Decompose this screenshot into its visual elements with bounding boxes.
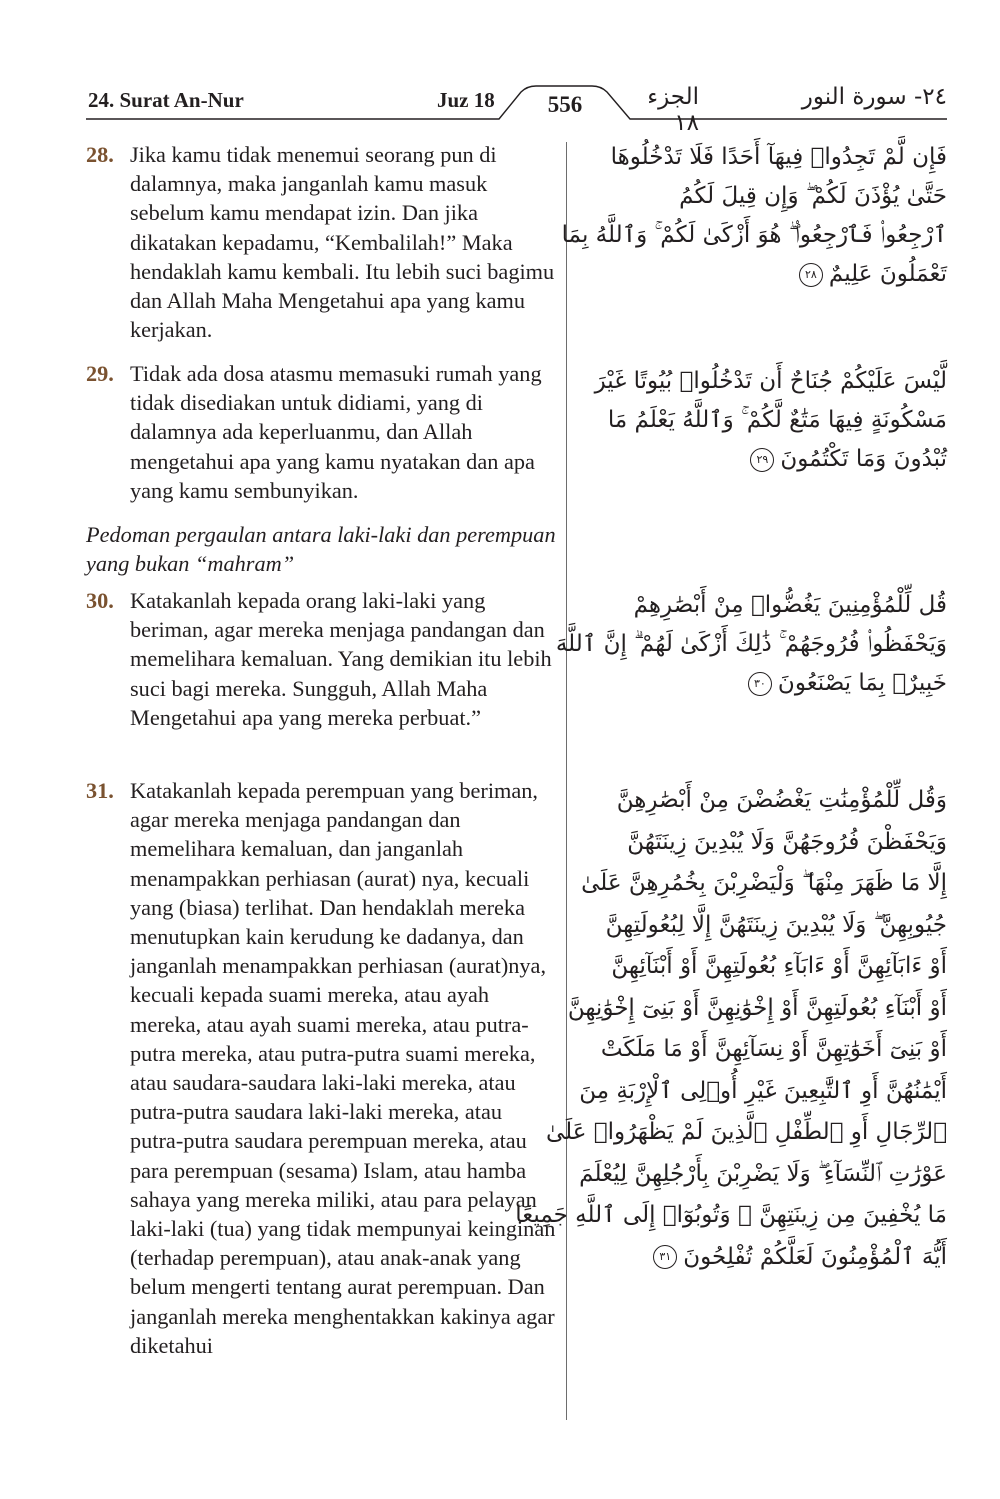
ayah-end-marker: ٣٠ (748, 672, 772, 696)
arabic-line: أَوْ بَنِىٓ أَخَوَٰتِهِنَّ أَوْ نِسَآئِهِنَّ أَوْ مَا مَلَكَتْ (600, 1036, 947, 1062)
page-number: 556 (547, 92, 583, 117)
juz-label-arabic: الجزء ١٨ (647, 84, 699, 136)
translation-verse-31 (86, 776, 556, 1360)
ayah-end-marker: ٢٩ (750, 448, 774, 472)
translation-verse-28 (86, 140, 556, 344)
arabic-line: جُيُوبِهِنَّ ۖ وَلَا يُبْدِينَ زِينَتَهُنَّ إِلَّا لِبُعُولَتِهِنَّ (605, 911, 947, 938)
arabic-line: فَإِن لَّمْ تَجِدُوا۟ فِيهَآ أَحَدًا فَلَا تَدْخُلُوهَا (610, 144, 947, 170)
verse-number: 29. (86, 361, 114, 386)
arabic-verse-31 (515, 780, 947, 1278)
arabic-line: أَوْ أَبْنَآءِ بُعُولَتِهِنَّ أَوْ إِخْوَٰنِهِنَّ أَوْ بَنِىٓ إِخْوَٰنِهِنَّ (567, 994, 947, 1021)
arabic-line (590, 255, 947, 294)
arabic-line-text: أَيُّهَ ٱلْمُؤْمِنُونَ لَعَلَّكُمْ تُفْلِحُونَ (683, 1243, 947, 1270)
ayah-end-marker: ٣١ (653, 1245, 677, 1269)
arabic-line: إِلَّا مَا ظَهَرَ مِنْهَا ۖ وَلْيَضْرِبْنَ بِخُمُرِهِنَّ عَلَىٰ (581, 870, 947, 896)
section-heading: Pedoman pergaulan antara laki-laki dan perempuan yang bukan “mahram” (86, 522, 556, 577)
verse-number: 31. (86, 778, 114, 803)
arabic-line (590, 664, 947, 703)
verse-number: 30. (86, 588, 114, 613)
verse-text: Katakanlah kepada orang laki-laki yang beriman, agar mereka menjaga pandangan dan memelihara kemaluan. Yang demikian itu lebih suci bagi mereka. Sungguh, Allah Maha Mengetahui apa yang mereka perbuat.” (130, 588, 552, 730)
arabic-line: أَوْ ءَابَآئِهِنَّ أَوْ ءَابَآءِ بُعُولَتِهِنَّ أَوْ أَبْنَآئِهِنَّ (611, 953, 947, 979)
verse-text: Jika kamu tidak menemui seorang pun di dalamnya, maka janganlah kamu masuk sebelum kamu mendapat izin. Dan jika dikatakan kepadamu, “Kembalilah!” Maka hendaklah kamu kembali. Itu lebih suci bagimu dan Allah Maha Mengetahui apa yang kamu kerjakan. (130, 142, 555, 343)
arabic-line: حَتَّىٰ يُؤْذَنَ لَكُمْ ۖ وَإِن قِيلَ لَكُمُ (679, 183, 947, 209)
juz-label-latin: Juz 18 (437, 88, 495, 112)
arabic-line: أَيْمَٰنُهُنَّ أَوِ ٱلتَّٰبِعِينَ غَيْرِ أُو۟لِى ٱلْإِرْبَةِ مِنَ (579, 1077, 947, 1104)
arabic-verse-30 (555, 586, 947, 703)
arabic-line: لَّيْسَ عَلَيْكُمْ جُنَاحٌ أَن تَدْخُلُوا۟ بُيُوتًا غَيْرَ (594, 368, 947, 394)
translation-verse-30 (86, 586, 556, 732)
arabic-line: عَوْرَٰتِ ٱلنِّسَآءِ ۖ وَلَا يَضْرِبْنَ بِأَرْجُلِهِنَّ لِيُعْلَمَ (579, 1160, 947, 1187)
translation-verse-29 (86, 359, 556, 505)
header-rule (0, 0, 1000, 130)
arabic-line: وَيَحْفَظُوا۟ فُرُوجَهُمْ ۚ ذَٰلِكَ أَزْكَىٰ لَهُمْ ۗ إِنَّ ٱللَّهَ (555, 631, 947, 657)
arabic-line-text: تُبْدُونَ وَمَا تَكْتُمُونَ (780, 446, 947, 472)
verse-number: 28. (86, 142, 114, 167)
ayah-end-marker: ٢٨ (799, 263, 823, 287)
surah-title-latin: 24. Surat An-Nur (88, 88, 244, 112)
surah-title-arabic: ٢٤- سورة النور (801, 84, 947, 110)
arabic-line: ٱلرِّجَالِ أَوِ ٱلطِّفْلِ ٱلَّذِينَ لَمْ يَظْهَرُوا۟ عَلَىٰ (545, 1119, 947, 1145)
arabic-line (590, 440, 947, 479)
arabic-line: وَيَحْفَظْنَ فُرُوجَهُنَّ وَلَا يُبْدِينَ زِينَتَهُنَّ (627, 828, 947, 855)
arabic-line: ٱرْجِعُوا۟ فَٱرْجِعُوا۟ ۖ هُوَ أَزْكَىٰ لَكُمْ ۚ وَٱللَّهُ بِمَا (561, 222, 947, 248)
arabic-verse-28 (561, 138, 947, 294)
arabic-verse-29 (590, 362, 947, 479)
arabic-line: مَا يُخْفِينَ مِن زِينَتِهِنَّ ۚ وَتُوبُوٓا۟ إِلَى ٱللَّهِ جَمِيعًا (515, 1202, 947, 1228)
arabic-line (590, 1237, 947, 1279)
arabic-line-text: تَعْمَلُونَ عَلِيمٌ (828, 261, 947, 287)
arabic-line: وَقُل لِّلْمُؤْمِنَٰتِ يَغْضُضْنَ مِنْ أَبْصَٰرِهِنَّ (616, 787, 947, 813)
arabic-line: مَسْكُونَةٍ فِيهَا مَتَٰعٌ لَّكُمْ ۚ وَٱللَّهُ يَعْلَمُ مَا (607, 407, 947, 433)
verse-text: Katakanlah kepada perempuan yang beriman, agar mereka menjaga pandangan dan memelihara kemaluan, dan janganlah menampakkan perhiasan (aurat) nya, kecuali yang (biasa) terlihat. Dan hendaklah mereka menutupkan kain kerudung ke dadanya, dan janganlah menampakkan perhiasan (aurat)nya, kecuali kepada suami mereka, atau ayah mereka, atau ayah suami mereka, atau putra-putra mereka, atau putra-putra suami mereka, atau saudara-saudara laki-laki mereka, atau putra-putra saudara laki-laki mereka, atau putra-putra saudara perempuan mereka, atau para perempuan (sesama) Islam, atau hamba sahaya yang mereka miliki, atau para pelayan laki-laki (tua) yang tidak mempunyai keinginan (terhadap perempuan), atau anak-anak yang belum mengerti tentang aurat perempuan. Dan janganlah mereka menghentakkan kakinya agar diketahui (130, 778, 556, 1358)
arabic-line: قُل لِّلْمُؤْمِنِينَ يَغُضُّوا۟ مِنْ أَبْصَٰرِهِمْ (633, 592, 947, 618)
arabic-line-text: خَبِيرٌۢ بِمَا يَصْنَعُونَ (777, 670, 947, 696)
verse-text: Tidak ada dosa atasmu memasuki rumah yang tidak disediakan untuk didiami, yang di dalamnya ada keperluanmu, dan Allah mengetahui apa yang kamu nyatakan dan apa yang kamu sembunyikan. (130, 361, 542, 503)
